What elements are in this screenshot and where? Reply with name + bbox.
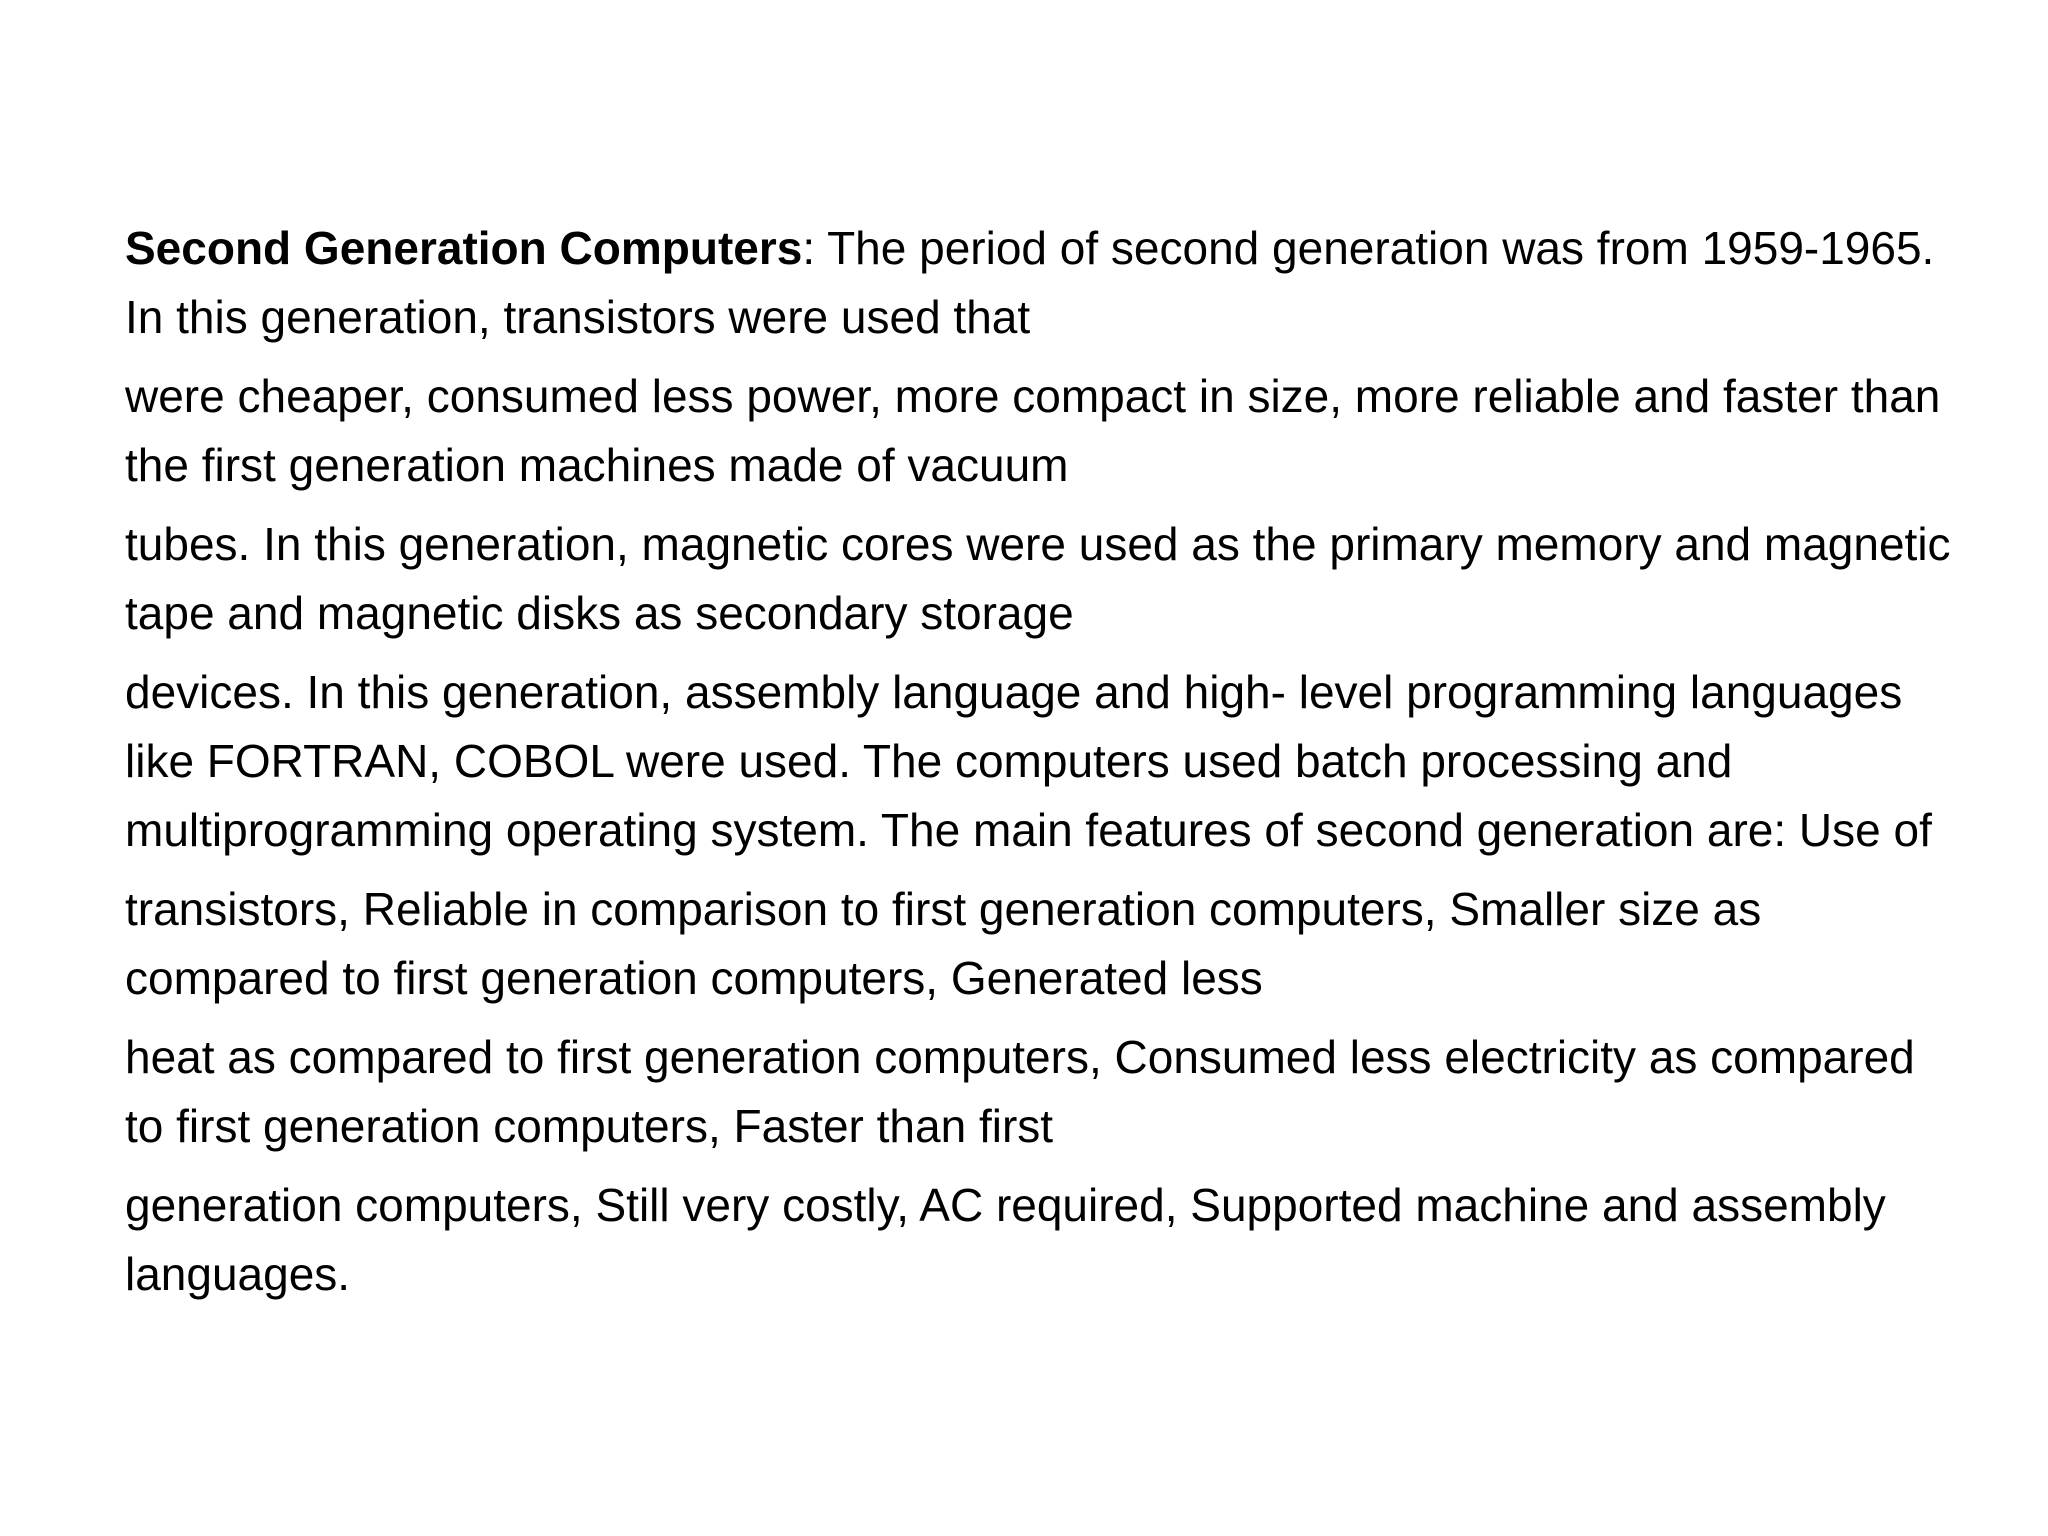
heading-colon: : (802, 222, 816, 274)
section-heading: Second Generation Computers (125, 222, 803, 274)
paragraph-7: generation computers, Still very costly, AC required, Supported machine and assembly languages. (125, 1179, 1886, 1300)
paragraph-2: were cheaper, consumed less power, more compact in size, more reliable and faster than the first generation machines made of vacuum (125, 370, 1941, 491)
paragraph-1-text: The period of second generation was from 1959-1965. In this generation, transistors were used that (125, 222, 1935, 343)
paragraph-1 (125, 214, 1955, 352)
paragraph-4: devices. In this generation, assembly language and high- level programming languages like FORTRAN, COBOL were used. The computers used batch processing and multiprogramming operating system. The main features of second generation are: Use of (125, 666, 1932, 856)
paragraph-6: heat as compared to first generation computers, Consumed less electricity as compared to first generation computers, Faster than first (125, 1031, 1915, 1152)
paragraph-5: transistors, Reliable in comparison to first generation computers, Smaller size as compared to first generation computers, Generated less (125, 883, 1762, 1004)
slide-body (125, 214, 1955, 1319)
paragraph-3: tubes. In this generation, magnetic cores were used as the primary memory and magnetic tape and magnetic disks as secondary storage (125, 518, 1951, 639)
